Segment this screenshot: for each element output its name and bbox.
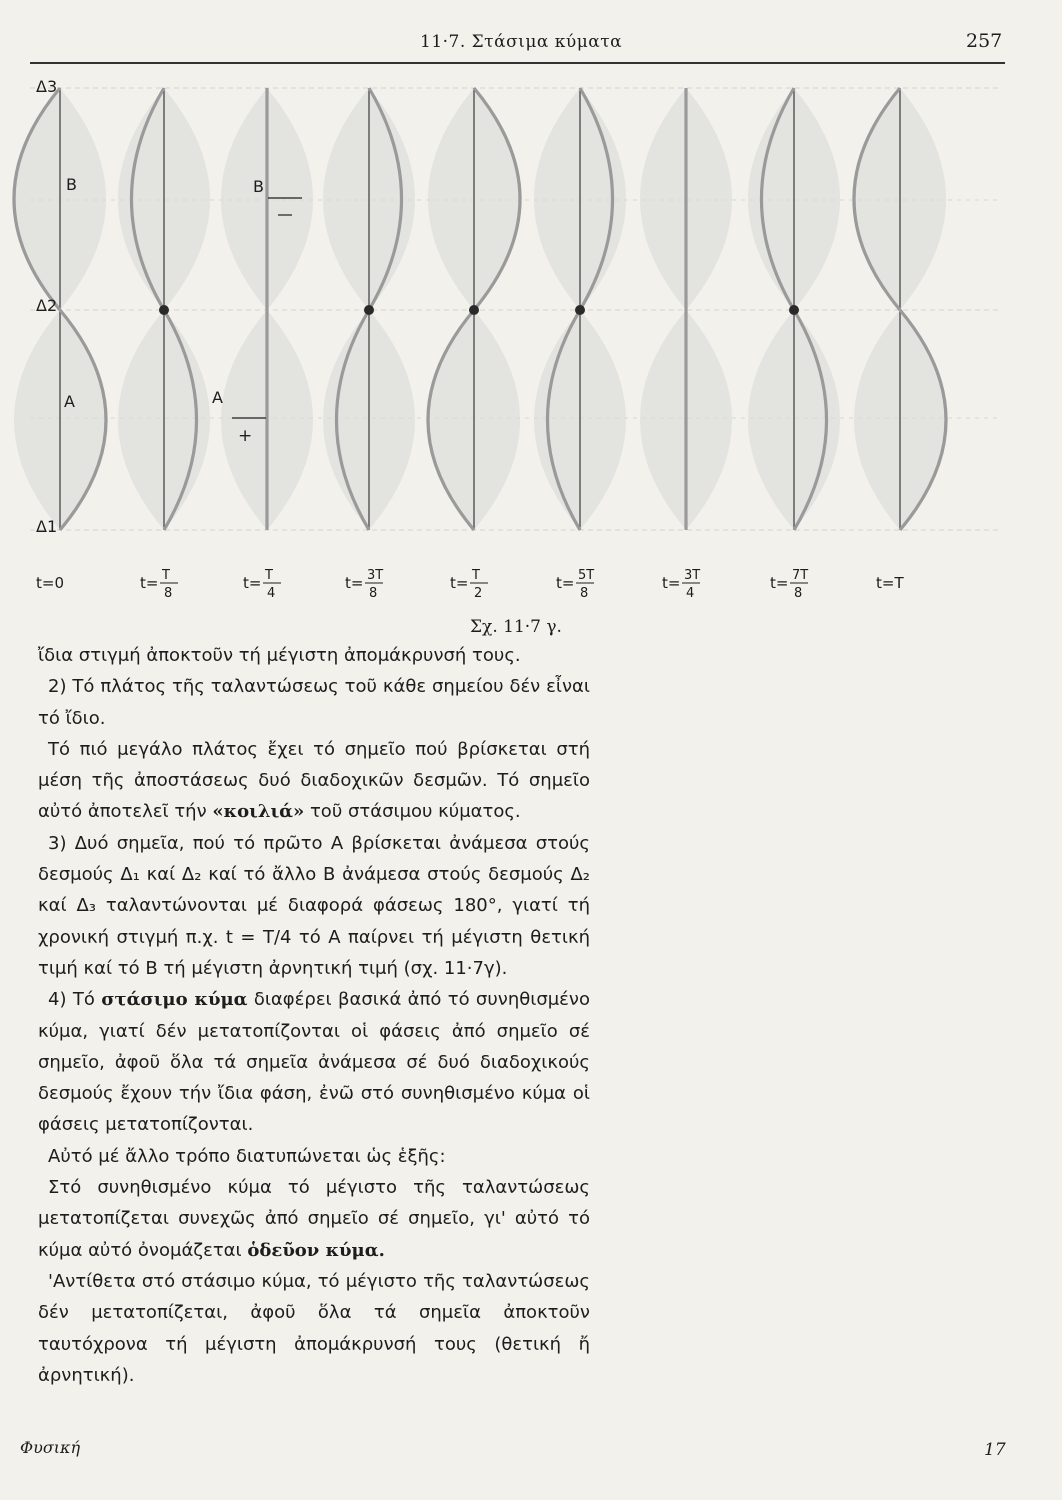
time-label-den-4: 2	[474, 586, 483, 601]
time-label-num-2: T	[265, 568, 273, 583]
paragraph-5-tail: διαφέρει βασικά ἀπό τό συνηθισμένο κύμα, γιατί δέν μετατοπίζονται οἱ φάσεις ἀπό σημεῖο σέ σημεῖο, ἀφοῦ ὅλα τά σημεῖα ἀνάμεσα σέ δυό διαδοχικούς δεσμούς ἔχουν τήν ἴδια φάση, ἐνῶ στό συνηθισμένο κύμα οἱ φάσεις μετατοπίζονται.	[38, 989, 590, 1136]
time-label-prefix-6: t=	[662, 574, 681, 592]
header-rule	[30, 62, 1005, 64]
time-label-prefix-2: t=	[243, 574, 262, 592]
paragraph-7	[38, 1172, 590, 1266]
node-dot-3	[364, 305, 374, 315]
node-dot-5	[575, 305, 585, 315]
time-label-den-6: 4	[686, 586, 695, 601]
envelope-layer	[14, 88, 946, 530]
paragraph-3	[38, 734, 590, 828]
paragraph-3-tail: τοῦ στάσιμου κύματος.	[304, 801, 521, 823]
antinode-label-a-second: A	[212, 388, 223, 407]
time-label-prefix-3: t=	[345, 574, 364, 592]
time-label-num-4: T	[472, 568, 480, 583]
paragraph-3-text: Τό πιό μεγάλο πλάτος ἔχει τό σημεῖο πού βρίσκεται στή μέση τῆς ἀποστάσεως δυό διαδοχικῶν δεσμῶν. Τό σημεῖο αὐτό ἀποτελεῖ τήν	[38, 738, 590, 823]
paragraph-6: Αὐτό μέ ἄλλο τρόπο διατυπώνεται ὡς ἑξῆς:	[48, 1145, 446, 1167]
node-label-d2: Δ2	[36, 296, 58, 315]
node-dot-4	[469, 305, 479, 315]
paragraph-1: ἴδια στιγμή ἀποκτοῦν τή μέγιστη ἀπομάκρυνσή τους.	[38, 645, 521, 666]
running-head: 11·7. Στάσιμα κύματα	[420, 32, 623, 52]
time-label-den-3: 8	[369, 586, 378, 601]
time-label-num-5: 5T	[578, 568, 595, 583]
antinode-label-a: A	[64, 392, 75, 411]
time-label-den-7: 8	[794, 586, 803, 601]
footer-book-title: Φυσική	[20, 1438, 81, 1457]
term-koilia: «κοιλιά»	[212, 801, 305, 823]
antinode-label-b: B	[66, 175, 77, 194]
time-label-den-5: 8	[580, 586, 589, 601]
time-label-prefix-4: t=	[450, 574, 469, 592]
term-stasimo-kyma: στάσιμο κύμα	[101, 989, 248, 1011]
node-label-d1: Δ1	[36, 517, 58, 536]
time-label-prefix-7: t=	[770, 574, 789, 592]
antinode-label-b-second: B	[253, 177, 264, 196]
time-labels	[36, 568, 904, 601]
paragraph-4: 3) Δυό σημεῖα, πού τό πρῶτο Α βρίσκεται ἀνάμεσα στούς δεσμούς Δ₁ καί Δ₂ καί τό ἄλλο Β ἀνάμεσα στούς δεσμούς Δ₂ καί Δ₃ ταλαντώνονται μέ διαφορά φάσεως 180°, γιατί τή χρονική στιγμή π.χ. t = T/4 τό Α παίρνει τή μέγιστη θετική τιμή καί τό Β τή μέγιστη ἀρνητική τιμή (σχ. 11·7γ).	[38, 832, 590, 979]
time-label-8: t=T	[876, 574, 904, 592]
node-label-d3: Δ3	[36, 77, 58, 96]
positive-sign: +	[238, 426, 253, 446]
footer-signature-number: 17	[984, 1440, 1006, 1460]
time-label-num-7: 7T	[792, 568, 809, 583]
paragraph-2: 2) Τό πλάτος τῆς ταλαντώσεως τοῦ κάθε σημείου δέν εἶναι τό ἴδιο.	[38, 676, 590, 729]
time-label-prefix-5: t=	[556, 574, 575, 592]
time-label-0: t=0	[36, 574, 64, 592]
standing-wave-diagram	[0, 70, 1062, 630]
paragraph-5-text: 4) Τό	[48, 989, 102, 1011]
node-dot-1	[159, 305, 169, 315]
figure-caption: Σχ. 11·7 γ.	[470, 617, 562, 637]
time-label-num-3: 3T	[367, 568, 384, 583]
time-label-prefix-1: t=	[140, 574, 159, 592]
paragraph-5	[38, 984, 590, 1140]
page-number: 257	[966, 30, 1003, 52]
standing-wave-figure	[0, 70, 1062, 630]
time-label-den-1: 8	[164, 586, 173, 601]
node-dot-7	[789, 305, 799, 315]
term-odeuon-kyma: ὁδεῦον κύμα.	[247, 1239, 385, 1261]
body-text	[38, 640, 590, 1391]
time-label-num-1: T	[162, 568, 170, 583]
time-label-den-2: 4	[267, 586, 276, 601]
paragraph-7-text: Στό συνηθισμένο κύμα τό μέγιστο τῆς ταλαντώσεως μετατοπίζεται συνεχῶς ἀπό σημεῖο σέ σημεῖο, γι' αὐτό τό κύμα αὐτό ὀνομάζεται	[38, 1177, 590, 1261]
paragraph-8: 'Αντίθετα στό στάσιμο κύμα, τό μέγιστο τῆς ταλαντώσεως δέν μετατοπίζεται, ἀφοῦ ὅλα τά σημεῖα ἀποκτοῦν ταυτόχρονα τή μέγιστη ἀπομάκρυνσή τους (θετική ἤ ἀρνητική).	[38, 1270, 590, 1386]
time-label-num-6: 3T	[684, 568, 701, 583]
